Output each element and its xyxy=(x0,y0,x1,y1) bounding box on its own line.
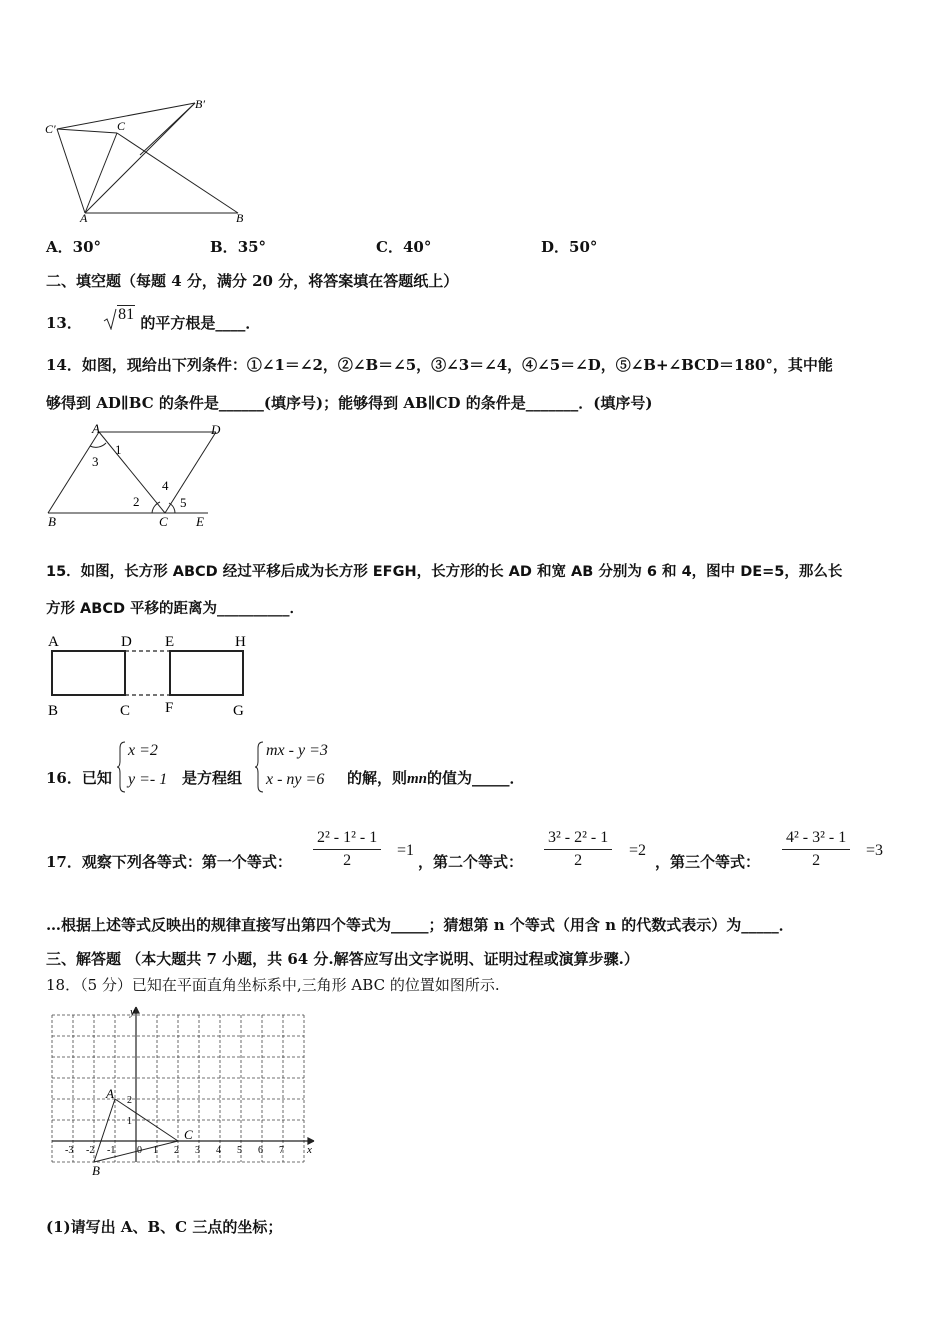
q16-suffix: 的解，则mn的值为_____． xyxy=(347,769,525,787)
x-tick-label: 4 xyxy=(216,1145,221,1156)
q17-eq3-denominator: 2 xyxy=(812,852,821,869)
q17-sep-2: ，第二个等式： xyxy=(418,853,524,871)
q18-point-label-c: C xyxy=(184,1127,193,1142)
section-2-title: 二、填空题（每题 4 分，满分 20 分，将答案填在答题纸上） xyxy=(46,272,459,290)
q12-option-a: A．30° xyxy=(46,238,102,256)
q12-option-b: B．35° xyxy=(210,238,267,256)
q15-line-2: 方形 ABCD 平移的距离为__________． xyxy=(46,601,305,617)
q13-text: 的平方根是____． xyxy=(140,314,261,332)
x-tick-label: 7 xyxy=(279,1145,284,1156)
q17-sep-3: ，第三个等式： xyxy=(655,853,761,871)
q16-system2-line1: mx - y =3 xyxy=(266,742,328,759)
x-tick-label: 0 xyxy=(137,1145,142,1156)
q15-line-1: 15．如图，长方形 ABCD 经过平移后成为长方形 EFGH，长方形的长 AD 和宽 AB 分别为 6 和 4，图中 DE=5，那么长 xyxy=(46,564,843,580)
y-tick-label: 1 xyxy=(127,1116,132,1127)
q12-label-c-prime: C′ xyxy=(45,122,56,136)
y-tick-label: 2 xyxy=(127,1095,132,1106)
q18-point-label-a: A xyxy=(106,1086,114,1101)
q15-label-f: F xyxy=(165,700,174,716)
x-tick-label: 2 xyxy=(174,1145,179,1156)
q14-label-3: 3 xyxy=(92,454,99,469)
q17-eq2-fraction xyxy=(544,829,612,870)
q15-label-g: G xyxy=(233,703,244,719)
q16-middle: 是方程组 xyxy=(182,769,243,787)
question-13 xyxy=(46,308,260,333)
q17-eq3-numerator: 4² - 3² - 1 xyxy=(782,829,850,850)
q12-label-b: B xyxy=(236,211,244,225)
q12-label-b-prime: B′ xyxy=(195,97,205,111)
q14-label-c: C xyxy=(159,514,168,529)
q15-label-e: E xyxy=(165,634,175,650)
q16-brace-1-icon xyxy=(116,741,126,793)
x-tick-label: -2 xyxy=(86,1145,95,1156)
q16-system1-line1: x =2 xyxy=(128,742,158,759)
q17-eq1-denominator: 2 xyxy=(343,852,352,869)
q13-radicand: 81 xyxy=(118,306,135,323)
x-tick-label: 5 xyxy=(237,1145,242,1156)
q14-label-5: 5 xyxy=(180,495,187,510)
q15-label-h: H xyxy=(235,634,246,650)
q17-eq2-rhs: =2 xyxy=(629,842,647,859)
q18-sub-question-1: (1)请写出 A、B、C 三点的坐标； xyxy=(46,1218,283,1236)
q17-prefix: 17．观察下列各等式：第一个等式： xyxy=(46,853,292,871)
q15-figure xyxy=(44,630,254,722)
x-tick-label: 6 xyxy=(258,1145,263,1156)
q16-system2-line2: x - ny =6 xyxy=(266,771,325,788)
x-tick-label: 3 xyxy=(195,1145,200,1156)
q12-option-c: C．40° xyxy=(376,238,432,256)
q14-label-e: E xyxy=(196,514,204,529)
q15-label-c: C xyxy=(120,703,131,719)
q18-axis-label-y: y xyxy=(130,1006,135,1018)
q17-eq1-numerator: 2² - 1² - 1 xyxy=(313,829,381,850)
x-tick-label: -1 xyxy=(107,1145,116,1156)
x-tick-label: 1 xyxy=(153,1145,158,1156)
q18-coordinate-grid xyxy=(50,1005,320,1180)
q18-point-label-b: B xyxy=(92,1163,100,1178)
q17-eq3-fraction xyxy=(782,829,850,870)
q14-label-d: D xyxy=(211,422,221,437)
q15-label-d: D xyxy=(121,634,132,650)
q14-label-b: B xyxy=(48,514,56,529)
q14-label-4: 4 xyxy=(162,478,169,493)
q14-label-2: 2 xyxy=(133,494,140,509)
q12-label-c: C xyxy=(117,119,126,133)
section-3-title: 三、解答题 （本大题共 7 小题，共 64 分.解答应写出文字说明、证明过程或演算步骤.） xyxy=(46,950,639,968)
q12-label-a: A xyxy=(80,211,88,225)
q17-eq2-denominator: 2 xyxy=(574,852,583,869)
q18-text: 18．（5 分）已知在平面直角坐标系中,三角形 ABC 的位置如图所示. xyxy=(46,976,500,994)
q12-figure xyxy=(40,95,260,230)
q14-line-2: 够得到 AD∥BC 的条件是______(填序号)；能够得到 AB∥CD 的条件是_______．(填序号) xyxy=(46,394,653,412)
q14-label-1: 1 xyxy=(115,442,122,457)
q16-prefix: 16．已知 xyxy=(46,769,112,787)
q17-eq2-numerator: 3² - 2² - 1 xyxy=(544,829,612,850)
q14-label-a: A xyxy=(92,421,100,436)
q18-axis-label-x: x xyxy=(307,1144,312,1156)
q15-label-b: B xyxy=(48,703,59,719)
x-tick-label: -3 xyxy=(65,1145,74,1156)
q13-number: 13． xyxy=(46,314,82,332)
q15-label-a: A xyxy=(48,634,59,650)
sqrt-icon xyxy=(103,308,117,330)
q12-option-d: D．50° xyxy=(541,238,598,256)
q17-eq1-fraction xyxy=(313,829,381,870)
q16-brace-2-icon xyxy=(254,741,264,793)
q17-line-2: …根据上述等式反映出的规律直接写出第四个等式为_____；猜想第 n 个等式（用含 n 的代数式表示）为_____． xyxy=(46,916,794,934)
q16-system1-line2: y =- 1 xyxy=(128,771,168,788)
q16-mn: mn xyxy=(407,771,428,787)
q17-eq3-rhs: =3 xyxy=(866,842,884,859)
q14-line-1: 14．如图，现给出下列条件：①∠1＝∠2，②∠B＝∠5，③∠3＝∠4，④∠5＝∠D，⑤∠B+∠BCD＝180°，其中能 xyxy=(46,356,833,374)
q14-figure xyxy=(44,420,229,532)
q17-eq1-rhs: =1 xyxy=(397,842,415,859)
